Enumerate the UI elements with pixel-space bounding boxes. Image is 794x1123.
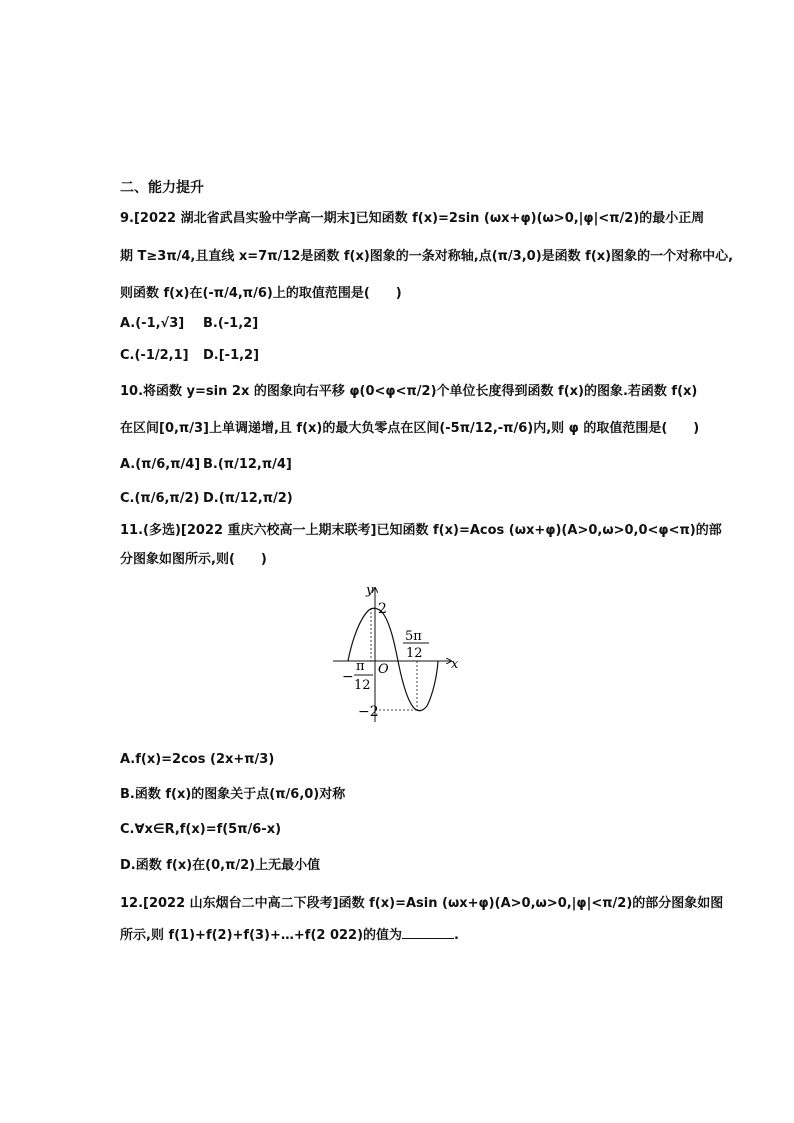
min-value-label: −2: [358, 704, 379, 720]
q10-option-a: A.(π/6,π/4]: [120, 457, 201, 472]
q10-option-b: B.(π/12,π/4]: [203, 457, 292, 472]
q11-line-1: 11.(多选)[2022 重庆六校高一上期末联考]已知函数 f(x)=Acos (ωx+φ)(A>0,ω>0,0<φ<π)的部: [120, 523, 722, 538]
q12-line-1: 12.[2022 山东烟台二中高二下段考]函数 f(x)=Asin (ωx+φ)(A>0,ω>0,|φ|<π/2)的部分图象如图: [120, 896, 724, 911]
left-tick-sign: −: [342, 669, 354, 685]
left-tick-numerator: π: [356, 659, 365, 674]
q9-option-c: C.(-1/2,1]: [120, 348, 189, 363]
q11-line-2: 分图象如图所示,则( ): [120, 552, 267, 567]
q12-line-2: [120, 926, 459, 945]
q9-line-3: 则函数 f(x)在(-π/4,π/6)上的取值范围是( ): [120, 286, 402, 301]
q12-line-2-text: 所示,则 f(1)+f(2)+f(3)+…+f(2 022)的值为: [120, 928, 403, 943]
answer-blank[interactable]: [402, 926, 454, 939]
q9-option-a: A.(-1,√3]: [120, 316, 185, 331]
q11-option-b: B.函数 f(x)的图象关于点(π/6,0)对称: [120, 787, 346, 802]
q11-function-graph: [328, 580, 468, 730]
q9-option-b: B.(-1,2]: [203, 316, 259, 331]
right-tick-denominator: 12: [406, 646, 423, 661]
x-axis-label: x: [451, 657, 459, 672]
q9-line-1: 9.[2022 湖北省武昌实验中学高一期末]已知函数 f(x)=2sin (ωx+φ)(ω>0,|φ|<π/2)的最小正周: [120, 211, 705, 226]
q10-option-d: D.(π/12,π/2): [203, 491, 293, 506]
q11-option-c: C.∀x∈R,f(x)=f(5π/6-x): [120, 822, 282, 837]
section-title: 二、能力提升: [120, 180, 204, 196]
q10-line-2: 在区间[0,π/3]上单调递增,且 f(x)的最大负零点在区间(-5π/12,-π/6)内,则 φ 的取值范围是( ): [120, 421, 700, 436]
q11-option-a: A.f(x)=2cos (2x+π/3): [120, 752, 275, 767]
y-axis-label: y: [366, 583, 374, 598]
q9-option-d: D.[-1,2]: [203, 348, 260, 363]
q10-line-1: 10.将函数 y=sin 2x 的图象向右平移 φ(0<φ<π/2)个单位长度得到函数 f(x)的图象.若函数 f(x): [120, 384, 698, 399]
q9-line-2: 期 T≥3π/4,且直线 x=7π/12是函数 f(x)图象的一条对称轴,点(π/3,0)是函数 f(x)图象的一个对称中心,: [120, 249, 734, 264]
q12-line-2-end: .: [454, 928, 459, 943]
q10-option-c: C.(π/6,π/2): [120, 491, 200, 506]
max-value-label: 2: [378, 601, 387, 617]
q11-option-d: D.函数 f(x)在(0,π/2)上无最小值: [120, 858, 321, 873]
right-tick-numerator: 5π: [405, 629, 422, 644]
origin-label: O: [378, 662, 389, 677]
left-tick-denominator: 12: [354, 678, 371, 693]
